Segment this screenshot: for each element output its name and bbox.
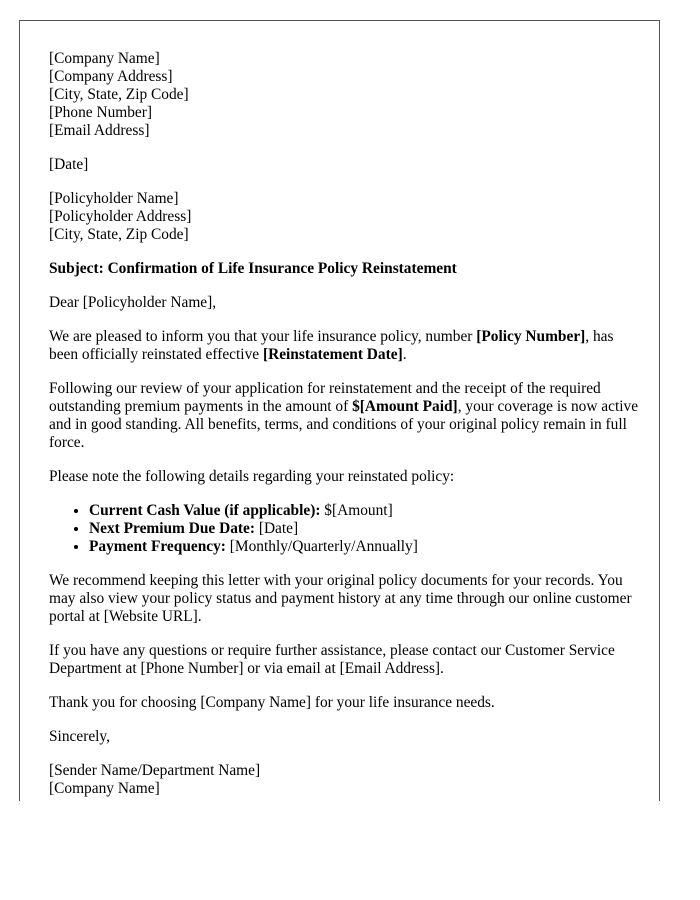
- policy-number: [Policy Number]: [476, 328, 586, 345]
- paragraph-details-intro: Please note the following details regarding your reinstated policy:: [49, 468, 455, 485]
- paragraph-records: We recommend keeping this letter with your original policy documents for your records. You may also view your policy status and payment history at any time through our online customer portal at [Website URL].: [49, 572, 632, 625]
- subject-text: Subject: Confirmation of Life Insurance Policy Reinstatement: [49, 260, 457, 277]
- amount-paid: $[Amount Paid]: [352, 398, 458, 415]
- recipient-address-block: [49, 190, 639, 244]
- list-item: [89, 520, 639, 538]
- recipient-city-state-zip: [City, State, Zip Code]: [49, 226, 189, 243]
- paragraph-review: [49, 380, 639, 452]
- paragraph-reinstatement-notice: [49, 328, 639, 364]
- signature-sender-name: [Sender Name/Department Name]: [49, 762, 261, 779]
- letter-body: [49, 50, 639, 801]
- recipient-address: [Policyholder Address]: [49, 208, 192, 225]
- paragraph-thanks: Thank you for choosing [Company Name] for your life insurance needs.: [49, 694, 495, 711]
- sender-address-block: [49, 50, 639, 140]
- signature-block: [49, 762, 639, 798]
- sender-company-name: [Company Name]: [49, 50, 160, 67]
- letter-date: [Date]: [49, 156, 89, 173]
- recipient-name: [Policyholder Name]: [49, 190, 179, 207]
- paragraph-contact: If you have any questions or require further assistance, please contact our Customer Service Department at [Phone Number] or via email at [Email Address].: [49, 642, 615, 677]
- detail-value: [Date]: [254, 520, 299, 537]
- detail-value: $[Amount]: [320, 502, 393, 519]
- para2-text2: , your coverage is now active and in good standing. All benefits, terms, and conditions of your original policy remain in full force.: [49, 398, 639, 451]
- list-item: [89, 502, 639, 520]
- list-item: [89, 538, 639, 556]
- signature-company-name: [Company Name]: [49, 780, 160, 797]
- salutation: Dear [Policyholder Name],: [49, 294, 217, 311]
- policy-details-list: [49, 502, 639, 556]
- detail-label: Current Cash Value (if applicable):: [89, 502, 321, 519]
- closing: Sincerely,: [49, 728, 110, 745]
- detail-label: Payment Frequency:: [89, 538, 226, 555]
- para2-text1: Following our review of your application for reinstatement and the receipt of the required outstanding premium payments in the amount of: [49, 380, 601, 415]
- subject-line: [49, 260, 639, 278]
- reinstatement-date: [Reinstatement Date]: [262, 346, 403, 363]
- sender-email: [Email Address]: [49, 122, 150, 139]
- letter-page: [19, 20, 660, 801]
- sender-phone: [Phone Number]: [49, 104, 153, 121]
- para1-text2: , has been officially reinstated effective: [49, 328, 614, 363]
- detail-label: Next Premium Due Date:: [89, 520, 255, 537]
- para1-text1: We are pleased to inform you that your life insurance policy, number: [49, 328, 477, 345]
- para1-text3: .: [402, 346, 407, 363]
- sender-company-address: [Company Address]: [49, 68, 173, 85]
- sender-city-state-zip: [City, State, Zip Code]: [49, 86, 189, 103]
- detail-value: [Monthly/Quarterly/Annually]: [225, 538, 418, 555]
